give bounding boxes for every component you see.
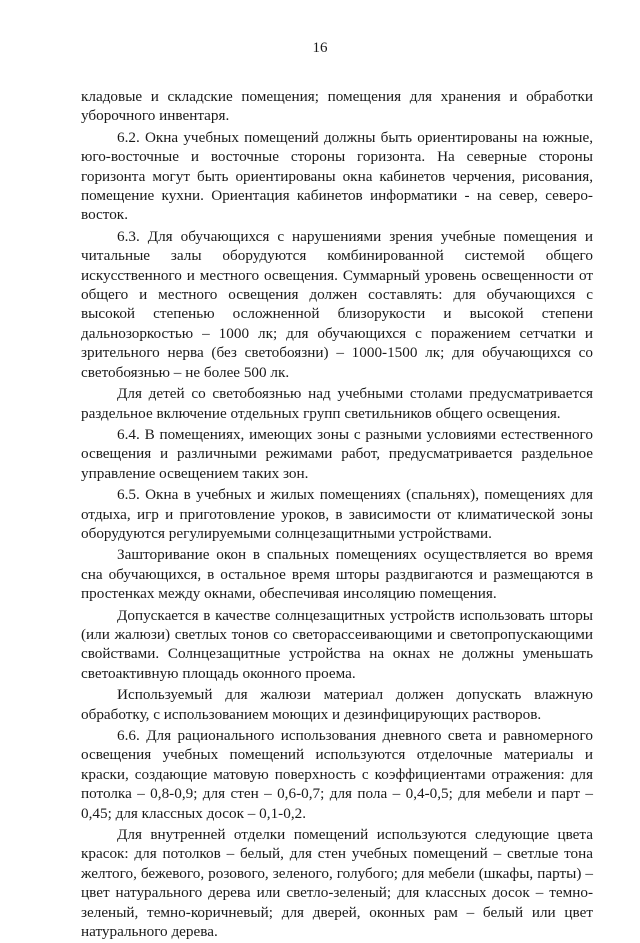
paragraph-sun-protection: Допускается в качестве солнцезащитных устройств использовать шторы (или жалюзи) светлых тонов со светорассеивающими и светопропускающими свойствами. Солнцезащитные устройства на окнах не должны уменьшать светоактивную площадь оконного проема.: [81, 606, 593, 682]
paragraph-curtains-sleep: Зашторивание окон в спальных помещениях осуществляется во время сна обучающихся, в остальное время шторы раздвигаются и размещаются в простенках между окнами, обеспечивая инсоляцию помещения.: [81, 546, 593, 603]
paragraph-interior-colors: Для внутренней отделки помещений используются следующие цвета красок: для потолков – белый, для стен учебных помещений – светлые тона желтого, бежевого, розового, зеленого, голубого; для мебели (шкафы, парты) – цвет натурального дерева или светло-зеленый; для классных досок – темно-зеленый, темно-коричневый; для дверей, оконных рам – белый или цвет натурального дерева.: [81, 826, 593, 941]
paragraph-continuation: кладовые и складские помещения; помещения для хранения и обработки уборочного инвентаря.: [81, 88, 593, 125]
page-body: [81, 87, 593, 943]
page-number: 16: [312, 40, 328, 56]
paragraph-photophobia-lighting: Для детей со светобоязнью над учебными столами предусматривается раздельное включение отдельных групп светильников общего освещения.: [81, 385, 593, 422]
paragraph-6-4: 6.4. В помещениях, имеющих зоны с разными условиями естественного освещения и различными режимами работ, предусматривается раздельное управление освещением таких зон.: [81, 425, 593, 482]
paragraph-blinds-material: Используемый для жалюзи материал должен допускать влажную обработку, с использованием моющих и дезинфицирующих растворов.: [81, 686, 593, 723]
paragraph-6-5: 6.5. Окна в учебных и жилых помещениях (спальнях), помещениях для отдыха, игр и приготовление уроков, в зависимости от климатической зоны оборудуются регулируемыми солнцезащитными устройствами.: [81, 486, 593, 542]
paragraph-6-2: 6.2. Окна учебных помещений должны быть ориентированы на южные, юго-восточные и восточные стороны горизонта. На северные стороны горизонта могут быть ориентированы окна кабинетов черчения, рисования, помещение кухни. Ориентация кабинетов информатики - на север, северо-восток.: [81, 128, 593, 224]
paragraph-6-3: 6.3. Для обучающихся с нарушениями зрения учебные помещения и читальные залы оборудуются комбинированной системой общего искусственного и местного освещения. Суммарный уровень освещенности от общего и местного освещения должен составлять: для обучающихся с высокой степенью осложненной близорукости и высокой степени дальнозоркостью – 1000 лк; для обучающихся с поражением сетчатки и зрительного нерва (без светобоязни) – 1000-1500 лк; для обучающихся со светобоязнью – не более 500 лк.: [81, 227, 593, 381]
paragraph-6-6: 6.6. Для рационального использования дневного света и равномерного освещения учебных помещений используются отделочные материалы и краски, создающие матовую поверхность с коэффициентами отражения: для потолка – 0,8-0,9; для стен – 0,6-0,7; для пола – 0,4-0,5; для мебели и парт – 0,45; для классных досок – 0,1-0,2.: [81, 727, 593, 822]
